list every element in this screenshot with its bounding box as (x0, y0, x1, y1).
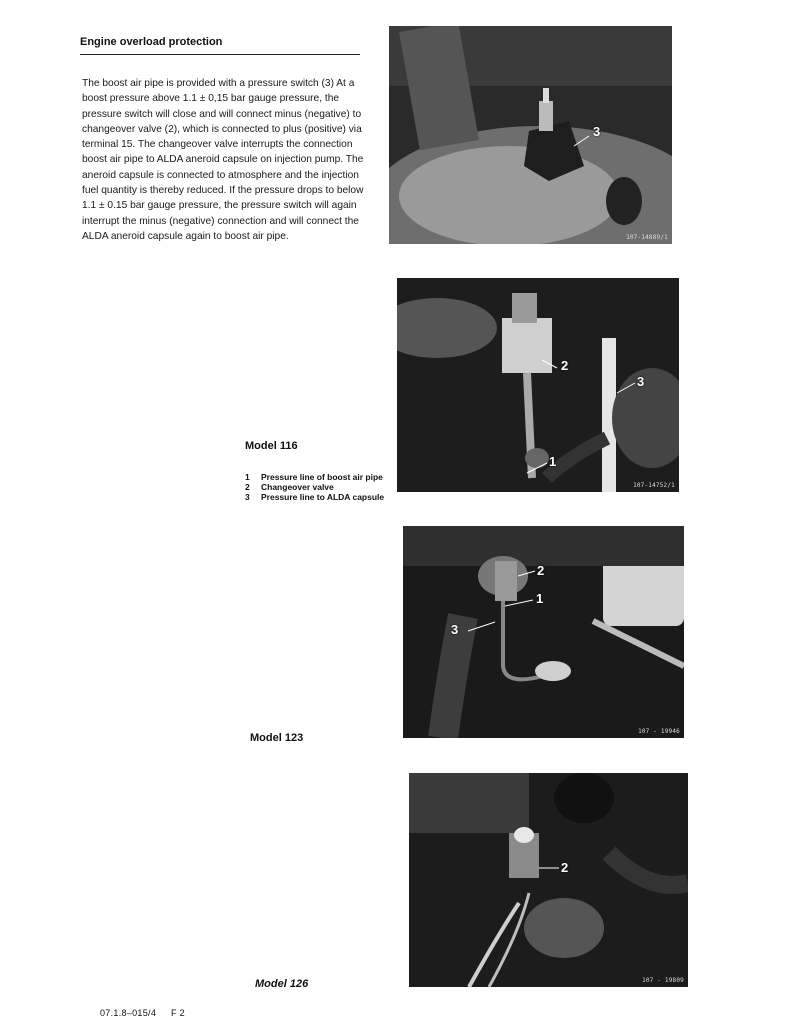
callout-1: 1 (549, 454, 557, 469)
photo-pressure-switch (389, 26, 672, 244)
legend-text: Pressure line of boost air pipe (261, 472, 383, 482)
legend-number: 2 (245, 482, 250, 492)
footer (100, 1008, 185, 1018)
photo-ref: 107-14752/1 (633, 482, 675, 489)
photo-ref: 107 - 19809 (642, 977, 684, 984)
model-123-label: Model 123 (250, 732, 304, 744)
callout-2: 2 (537, 563, 545, 578)
callout-2: 2 (561, 358, 569, 373)
section-heading: Engine overload protection (80, 36, 360, 55)
photo-ref: 107 - 19946 (638, 728, 680, 735)
legend (245, 472, 385, 502)
photo-model-116 (397, 278, 679, 492)
legend-number: 3 (245, 492, 250, 502)
callout-1: 1 (536, 591, 544, 606)
paragraph-text: The boost air pipe is provided with a pressure switch (3) At a boost pressure above 1.1 ± 0,15 bar gauge pressure, the pressure switch will close and will connect minus (negative) to changeover valve (2), which is connected to plus (positive) via terminal 15. The changeover valve interrupts the connection boost air pipe to ALDA aneroid capsule on injection pump. The aneroid capsule is connected to atmosphere and the injection fuel quantity is thereby reduced. If the pressure drops to below 1.1 ± 0.15 bar gauge pressure, the pressure switch will again interrupt the minus (negative) connection and will connect the ALDA aneroid capsule again to boost air pipe. (82, 78, 364, 242)
model-126-label: Model 126 (255, 978, 309, 990)
photo-model-126 (409, 773, 688, 987)
callout-3: 3 (637, 374, 645, 389)
page-number: F 2 (170, 1008, 185, 1018)
callout-3: 3 (451, 622, 459, 637)
legend-text: Pressure line to ALDA capsule (261, 492, 385, 502)
photo-ref: 107-14889/1 (626, 234, 668, 241)
photo-model-123 (403, 526, 684, 738)
legend-text: Changeover valve (261, 482, 334, 492)
legend-item (245, 492, 385, 502)
description-paragraph (82, 76, 374, 244)
document-code: 07.1.8–015/4 (100, 1008, 157, 1018)
callout-3: 3 (593, 124, 601, 139)
legend-number: 1 (245, 472, 250, 482)
legend-item (245, 482, 385, 492)
model-116-label: Model 116 (245, 440, 298, 452)
legend-item (245, 472, 385, 482)
callout-2: 2 (561, 860, 569, 875)
